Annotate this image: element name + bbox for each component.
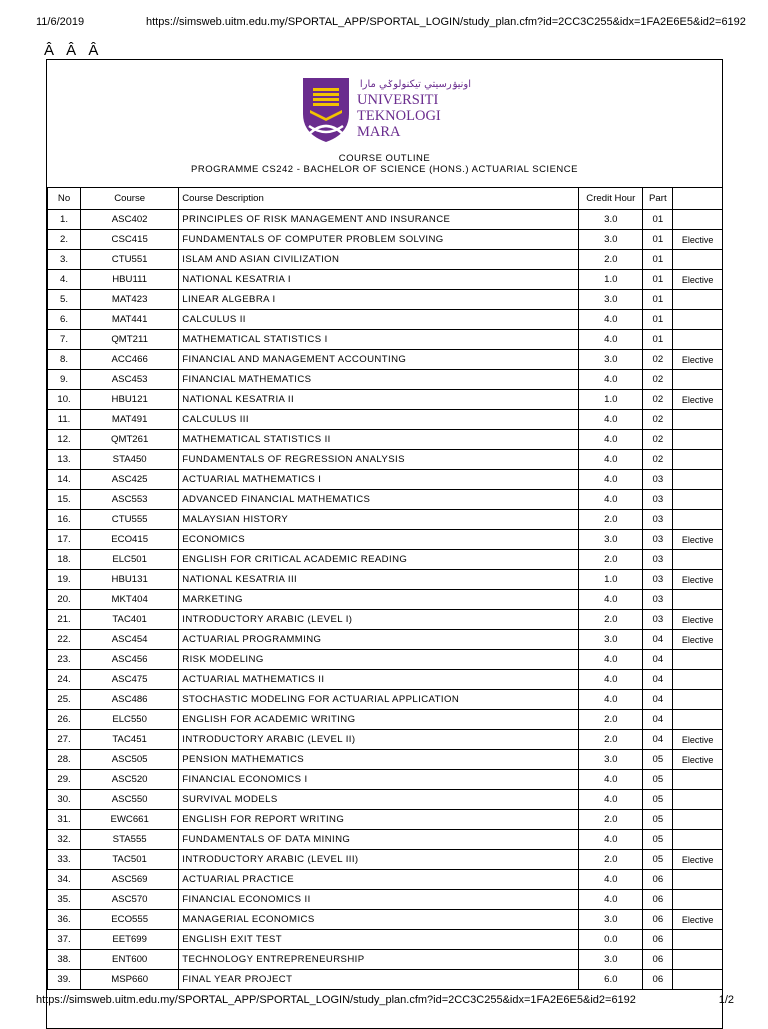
row-number: 5. (48, 290, 81, 310)
credit-hour: 2.0 (579, 710, 643, 730)
part: 02 (643, 370, 673, 390)
row-number: 31. (48, 810, 81, 830)
course-code: ENT600 (81, 950, 179, 970)
row-number: 32. (48, 830, 81, 850)
course-code: CTU551 (81, 250, 179, 270)
course-code: ASC425 (81, 470, 179, 490)
credit-hour: 1.0 (579, 570, 643, 590)
credit-hour: 3.0 (579, 750, 643, 770)
elective-flag (673, 830, 723, 850)
row-number: 18. (48, 550, 81, 570)
row-number: 37. (48, 930, 81, 950)
elective-flag (673, 370, 723, 390)
table-row (48, 710, 723, 730)
table-row (48, 330, 723, 350)
course-description: MANAGERIAL ECONOMICS (179, 910, 579, 930)
row-number: 22. (48, 630, 81, 650)
row-number: 16. (48, 510, 81, 530)
outline-title: COURSE OUTLINE (338, 153, 431, 164)
part: 04 (643, 730, 673, 750)
row-number: 28. (48, 750, 81, 770)
course-code: MKT404 (81, 590, 179, 610)
credit-hour: 3.0 (579, 630, 643, 650)
credit-hour: 3.0 (579, 210, 643, 230)
part: 04 (643, 670, 673, 690)
part: 03 (643, 570, 673, 590)
table-row (48, 270, 723, 290)
elective-flag (673, 550, 723, 570)
course-code: ELC550 (81, 710, 179, 730)
course-code: HBU121 (81, 390, 179, 410)
part: 05 (643, 750, 673, 770)
course-code: ASC550 (81, 790, 179, 810)
credit-hour: 2.0 (579, 510, 643, 530)
table-row (48, 490, 723, 510)
elective-flag (673, 470, 723, 490)
credit-hour: 2.0 (579, 730, 643, 750)
part: 04 (643, 710, 673, 730)
elective-flag (673, 590, 723, 610)
table-row (48, 470, 723, 490)
credit-hour: 4.0 (579, 870, 643, 890)
course-rows (48, 210, 723, 990)
course-code: HBU111 (81, 270, 179, 290)
credit-hour: 4.0 (579, 650, 643, 670)
row-number: 15. (48, 490, 81, 510)
course-code: QMT261 (81, 430, 179, 450)
course-description: ISLAM AND ASIAN CIVILIZATION (179, 250, 579, 270)
row-number: 34. (48, 870, 81, 890)
course-code: STA450 (81, 450, 179, 470)
table-row (48, 690, 723, 710)
course-description: RISK MODELING (179, 650, 579, 670)
row-number: 24. (48, 670, 81, 690)
course-code: TAC451 (81, 730, 179, 750)
course-description: ACTUARIAL MATHEMATICS II (179, 670, 579, 690)
part: 02 (643, 450, 673, 470)
part: 06 (643, 890, 673, 910)
course-table (47, 187, 723, 990)
table-row (48, 510, 723, 530)
stray-characters: Â Â Â (44, 42, 103, 59)
part: 02 (643, 390, 673, 410)
part: 01 (643, 250, 673, 270)
part: 06 (643, 950, 673, 970)
credit-hour: 3.0 (579, 950, 643, 970)
table-row (48, 650, 723, 670)
table-row (48, 370, 723, 390)
course-description: ECONOMICS (179, 530, 579, 550)
part: 02 (643, 410, 673, 430)
elective-flag (673, 650, 723, 670)
credit-hour: 3.0 (579, 530, 643, 550)
course-code: ASC520 (81, 770, 179, 790)
table-row (48, 410, 723, 430)
part: 05 (643, 830, 673, 850)
table-row (48, 610, 723, 630)
course-description: NATIONAL KESATRIA I (179, 270, 579, 290)
elective-flag (673, 290, 723, 310)
part: 06 (643, 870, 673, 890)
course-code: HBU131 (81, 570, 179, 590)
elective-flag (673, 330, 723, 350)
part: 06 (643, 910, 673, 930)
elective-flag: Elective (673, 270, 723, 290)
course-code: ACC466 (81, 350, 179, 370)
credit-hour: 4.0 (579, 430, 643, 450)
elective-flag (673, 490, 723, 510)
part: 03 (643, 470, 673, 490)
table-row (48, 730, 723, 750)
course-code: MAT491 (81, 410, 179, 430)
logo-arabic: اونيۏرسيتي تيکنولوݢي مارا (359, 79, 471, 90)
course-description: FUNDAMENTALS OF DATA MINING (179, 830, 579, 850)
course-description: FINAL YEAR PROJECT (179, 970, 579, 990)
row-number: 25. (48, 690, 81, 710)
row-number: 8. (48, 350, 81, 370)
course-code: CTU555 (81, 510, 179, 530)
course-description: FINANCIAL AND MANAGEMENT ACCOUNTING (179, 350, 579, 370)
elective-flag: Elective (673, 350, 723, 370)
table-row (48, 590, 723, 610)
print-url: https://simsweb.uitm.edu.my/SPORTAL_APP/SPORTAL_LOGIN/study_plan.cfm?id=2CC3C255&idx=1FA2E6E5&id2=6192 (146, 16, 746, 28)
elective-flag (673, 250, 723, 270)
course-code: EET699 (81, 930, 179, 950)
part: 01 (643, 310, 673, 330)
part: 01 (643, 270, 673, 290)
row-number: 3. (48, 250, 81, 270)
elective-flag (673, 930, 723, 950)
col-credit-hour: Credit Hour (579, 188, 643, 210)
course-code: ASC553 (81, 490, 179, 510)
row-number: 4. (48, 270, 81, 290)
part: 02 (643, 350, 673, 370)
part: 03 (643, 550, 673, 570)
course-code: MAT441 (81, 310, 179, 330)
logo-line3: MARA (357, 124, 401, 140)
table-row (48, 850, 723, 870)
elective-flag (673, 430, 723, 450)
elective-flag (673, 690, 723, 710)
part: 06 (643, 930, 673, 950)
course-code: TAC401 (81, 610, 179, 630)
row-number: 36. (48, 910, 81, 930)
footer-url: https://simsweb.uitm.edu.my/SPORTAL_APP/SPORTAL_LOGIN/study_plan.cfm?id=2CC3C255&idx=1FA2E6E5&id2=6192 (36, 994, 636, 1006)
course-code: ECO415 (81, 530, 179, 550)
credit-hour: 2.0 (579, 610, 643, 630)
course-code: ASC454 (81, 630, 179, 650)
part: 05 (643, 790, 673, 810)
table-row (48, 310, 723, 330)
row-number: 17. (48, 530, 81, 550)
credit-hour: 0.0 (579, 930, 643, 950)
table-header-row (48, 188, 723, 210)
table-row (48, 450, 723, 470)
course-description: ACTUARIAL MATHEMATICS I (179, 470, 579, 490)
course-code: ASC475 (81, 670, 179, 690)
credit-hour: 4.0 (579, 330, 643, 350)
course-description: SURVIVAL MODELS (179, 790, 579, 810)
course-description: ENGLISH FOR REPORT WRITING (179, 810, 579, 830)
credit-hour: 3.0 (579, 230, 643, 250)
elective-flag (673, 950, 723, 970)
part: 02 (643, 430, 673, 450)
elective-flag (673, 970, 723, 990)
col-part: Part (643, 188, 673, 210)
course-code: ASC486 (81, 690, 179, 710)
credit-hour: 4.0 (579, 790, 643, 810)
part: 05 (643, 810, 673, 830)
elective-flag: Elective (673, 910, 723, 930)
course-description: NATIONAL KESATRIA III (179, 570, 579, 590)
table-row (48, 870, 723, 890)
row-number: 21. (48, 610, 81, 630)
part: 01 (643, 290, 673, 310)
table-row (48, 430, 723, 450)
elective-flag (673, 890, 723, 910)
credit-hour: 3.0 (579, 910, 643, 930)
table-row (48, 810, 723, 830)
course-description: STOCHASTIC MODELING FOR ACTUARIAL APPLICATION (179, 690, 579, 710)
logo-line2: TEKNOLOGI (357, 108, 441, 124)
row-number: 10. (48, 390, 81, 410)
credit-hour: 4.0 (579, 890, 643, 910)
elective-flag (673, 790, 723, 810)
row-number: 7. (48, 330, 81, 350)
elective-flag: Elective (673, 570, 723, 590)
part: 04 (643, 630, 673, 650)
course-description: MATHEMATICAL STATISTICS II (179, 430, 579, 450)
credit-hour: 4.0 (579, 310, 643, 330)
credit-hour: 4.0 (579, 410, 643, 430)
credit-hour: 4.0 (579, 490, 643, 510)
course-description: INTRODUCTORY ARABIC (LEVEL III) (179, 850, 579, 870)
credit-hour: 4.0 (579, 670, 643, 690)
elective-flag (673, 770, 723, 790)
row-number: 39. (48, 970, 81, 990)
row-number: 29. (48, 770, 81, 790)
row-number: 6. (48, 310, 81, 330)
course-description: MATHEMATICAL STATISTICS I (179, 330, 579, 350)
page-number: 1/2 (718, 994, 734, 1006)
part: 04 (643, 690, 673, 710)
table-row (48, 550, 723, 570)
course-code: MSP660 (81, 970, 179, 990)
uitm-logo (299, 74, 479, 144)
part: 03 (643, 510, 673, 530)
course-description: ADVANCED FINANCIAL MATHEMATICS (179, 490, 579, 510)
table-row (48, 290, 723, 310)
part: 01 (643, 230, 673, 250)
credit-hour: 2.0 (579, 810, 643, 830)
row-number: 11. (48, 410, 81, 430)
elective-flag: Elective (673, 750, 723, 770)
col-course: Course (81, 188, 179, 210)
course-description: PENSION MATHEMATICS (179, 750, 579, 770)
row-number: 9. (48, 370, 81, 390)
credit-hour: 2.0 (579, 250, 643, 270)
course-description: LINEAR ALGEBRA I (179, 290, 579, 310)
credit-hour: 1.0 (579, 390, 643, 410)
elective-flag: Elective (673, 730, 723, 750)
course-description: PRINCIPLES OF RISK MANAGEMENT AND INSURANCE (179, 210, 579, 230)
logo-line1: UNIVERSITI (357, 92, 439, 108)
course-code: ECO555 (81, 910, 179, 930)
course-description: FINANCIAL ECONOMICS I (179, 770, 579, 790)
table-row (48, 890, 723, 910)
part: 04 (643, 650, 673, 670)
elective-flag (673, 670, 723, 690)
course-code: ASC570 (81, 890, 179, 910)
elective-flag (673, 810, 723, 830)
course-code: STA555 (81, 830, 179, 850)
course-code: CSC415 (81, 230, 179, 250)
course-code: ASC402 (81, 210, 179, 230)
credit-hour: 4.0 (579, 830, 643, 850)
course-code: TAC501 (81, 850, 179, 870)
course-description: ACTUARIAL PROGRAMMING (179, 630, 579, 650)
credit-hour: 2.0 (579, 550, 643, 570)
course-description: FINANCIAL MATHEMATICS (179, 370, 579, 390)
course-outline-frame (46, 59, 723, 1029)
course-code: ELC501 (81, 550, 179, 570)
row-number: 14. (48, 470, 81, 490)
credit-hour: 6.0 (579, 970, 643, 990)
table-row (48, 790, 723, 810)
row-number: 30. (48, 790, 81, 810)
credit-hour: 3.0 (579, 350, 643, 370)
table-row (48, 950, 723, 970)
elective-flag (673, 210, 723, 230)
part: 05 (643, 850, 673, 870)
row-number: 23. (48, 650, 81, 670)
col-elective (673, 188, 723, 210)
row-number: 2. (48, 230, 81, 250)
elective-flag (673, 710, 723, 730)
part: 03 (643, 610, 673, 630)
elective-flag: Elective (673, 630, 723, 650)
elective-flag: Elective (673, 230, 723, 250)
course-description: INTRODUCTORY ARABIC (LEVEL I) (179, 610, 579, 630)
part: 06 (643, 970, 673, 990)
part: 05 (643, 770, 673, 790)
course-description: FUNDAMENTALS OF COMPUTER PROBLEM SOLVING (179, 230, 579, 250)
table-row (48, 910, 723, 930)
elective-flag: Elective (673, 390, 723, 410)
course-description: NATIONAL KESATRIA II (179, 390, 579, 410)
row-number: 1. (48, 210, 81, 230)
elective-flag: Elective (673, 530, 723, 550)
part: 01 (643, 210, 673, 230)
table-row (48, 350, 723, 370)
credit-hour: 1.0 (579, 270, 643, 290)
course-code: QMT211 (81, 330, 179, 350)
credit-hour: 4.0 (579, 450, 643, 470)
table-row (48, 970, 723, 990)
table-row (48, 670, 723, 690)
elective-flag (673, 450, 723, 470)
course-code: ASC569 (81, 870, 179, 890)
row-number: 35. (48, 890, 81, 910)
credit-hour: 4.0 (579, 590, 643, 610)
table-row (48, 390, 723, 410)
course-description: ENGLISH FOR CRITICAL ACADEMIC READING (179, 550, 579, 570)
course-description: ENGLISH FOR ACADEMIC WRITING (179, 710, 579, 730)
course-description: FINANCIAL ECONOMICS II (179, 890, 579, 910)
course-description: CALCULUS II (179, 310, 579, 330)
credit-hour: 3.0 (579, 290, 643, 310)
course-code: ASC456 (81, 650, 179, 670)
elective-flag (673, 410, 723, 430)
part: 03 (643, 490, 673, 510)
course-description: ENGLISH EXIT TEST (179, 930, 579, 950)
table-row (48, 930, 723, 950)
row-number: 13. (48, 450, 81, 470)
course-description: CALCULUS III (179, 410, 579, 430)
row-number: 20. (48, 590, 81, 610)
table-row (48, 770, 723, 790)
course-description: MARKETING (179, 590, 579, 610)
course-description: TECHNOLOGY ENTREPRENEURSHIP (179, 950, 579, 970)
table-row (48, 830, 723, 850)
course-code: EWC661 (81, 810, 179, 830)
row-number: 12. (48, 430, 81, 450)
table-row (48, 230, 723, 250)
course-code: ASC505 (81, 750, 179, 770)
table-row (48, 630, 723, 650)
col-description: Course Description (179, 188, 579, 210)
credit-hour: 4.0 (579, 470, 643, 490)
row-number: 26. (48, 710, 81, 730)
credit-hour: 2.0 (579, 850, 643, 870)
course-code: ASC453 (81, 370, 179, 390)
table-row (48, 570, 723, 590)
document-titles (47, 153, 722, 175)
elective-flag: Elective (673, 850, 723, 870)
table-row (48, 250, 723, 270)
row-number: 38. (48, 950, 81, 970)
course-code: MAT423 (81, 290, 179, 310)
credit-hour: 4.0 (579, 370, 643, 390)
course-description: FUNDAMENTALS OF REGRESSION ANALYSIS (179, 450, 579, 470)
credit-hour: 4.0 (579, 690, 643, 710)
part: 03 (643, 590, 673, 610)
print-date: 11/6/2019 (36, 16, 85, 28)
table-row (48, 530, 723, 550)
part: 01 (643, 330, 673, 350)
part: 03 (643, 530, 673, 550)
elective-flag: Elective (673, 610, 723, 630)
credit-hour: 4.0 (579, 770, 643, 790)
elective-flag (673, 870, 723, 890)
table-row (48, 210, 723, 230)
elective-flag (673, 510, 723, 530)
col-no: No (48, 188, 81, 210)
course-description: ACTUARIAL PRACTICE (179, 870, 579, 890)
course-description: INTRODUCTORY ARABIC (LEVEL II) (179, 730, 579, 750)
course-description: MALAYSIAN HISTORY (179, 510, 579, 530)
elective-flag (673, 310, 723, 330)
table-row (48, 750, 723, 770)
programme-title: PROGRAMME CS242 - BACHELOR OF SCIENCE (HONS.) ACTUARIAL SCIENCE (191, 164, 578, 175)
row-number: 33. (48, 850, 81, 870)
row-number: 27. (48, 730, 81, 750)
row-number: 19. (48, 570, 81, 590)
